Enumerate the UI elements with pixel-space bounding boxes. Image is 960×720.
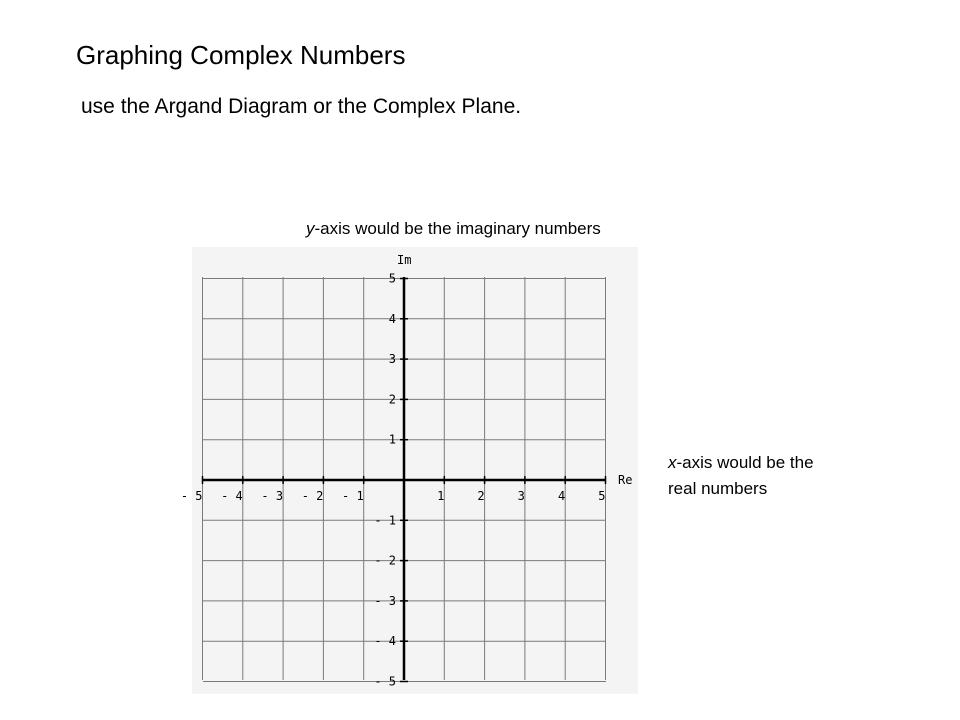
y-tick-label: 4 [388, 311, 396, 326]
y-variable: y [306, 219, 315, 238]
x-tick-label: - 2 [301, 489, 324, 503]
complex-plane-graph [180, 247, 638, 694]
x-tick-label: - 3 [261, 489, 284, 503]
axes [203, 277, 606, 680]
x-tick-label: 5 [598, 489, 606, 503]
y-tick-label: - 1 [374, 513, 396, 528]
y-axis-note-text: -axis would be the imaginary numbers [314, 219, 601, 238]
y-tick-label: 2 [388, 392, 396, 407]
x-tick-label: - 4 [221, 489, 243, 503]
y-tick-label: - 3 [374, 593, 396, 608]
slide-title: Graphing Complex Numbers [76, 40, 406, 70]
y-tick-label: 5 [388, 271, 396, 286]
x-axis-note [668, 450, 898, 502]
im-axis-label: Im [397, 253, 412, 267]
x-axis-note-line2: real numbers [668, 479, 768, 498]
x-tick-label: 4 [557, 489, 566, 503]
y-tick-label: - 4 [374, 634, 396, 649]
y-tick-label: - 5 [374, 674, 396, 689]
x-variable: x [668, 453, 677, 472]
x-tick-label: - 1 [342, 489, 364, 503]
x-tick-label: - 5 [180, 489, 203, 503]
y-tick-label: 3 [388, 352, 396, 367]
x-tick-label: 3 [517, 489, 525, 503]
x-axis-note-text: -axis would be the [676, 453, 814, 472]
x-tick-label: 1 [437, 489, 445, 503]
y-tick-label: - 2 [374, 553, 396, 568]
x-tick-label: 2 [477, 489, 485, 503]
y-tick-label: 1 [388, 432, 396, 447]
y-axis-note [306, 219, 601, 239]
slide-subtitle: use the Argand Diagram or the Complex Plane. [81, 95, 522, 118]
complex-plane [180, 247, 638, 694]
re-axis-label: Re [618, 473, 633, 487]
